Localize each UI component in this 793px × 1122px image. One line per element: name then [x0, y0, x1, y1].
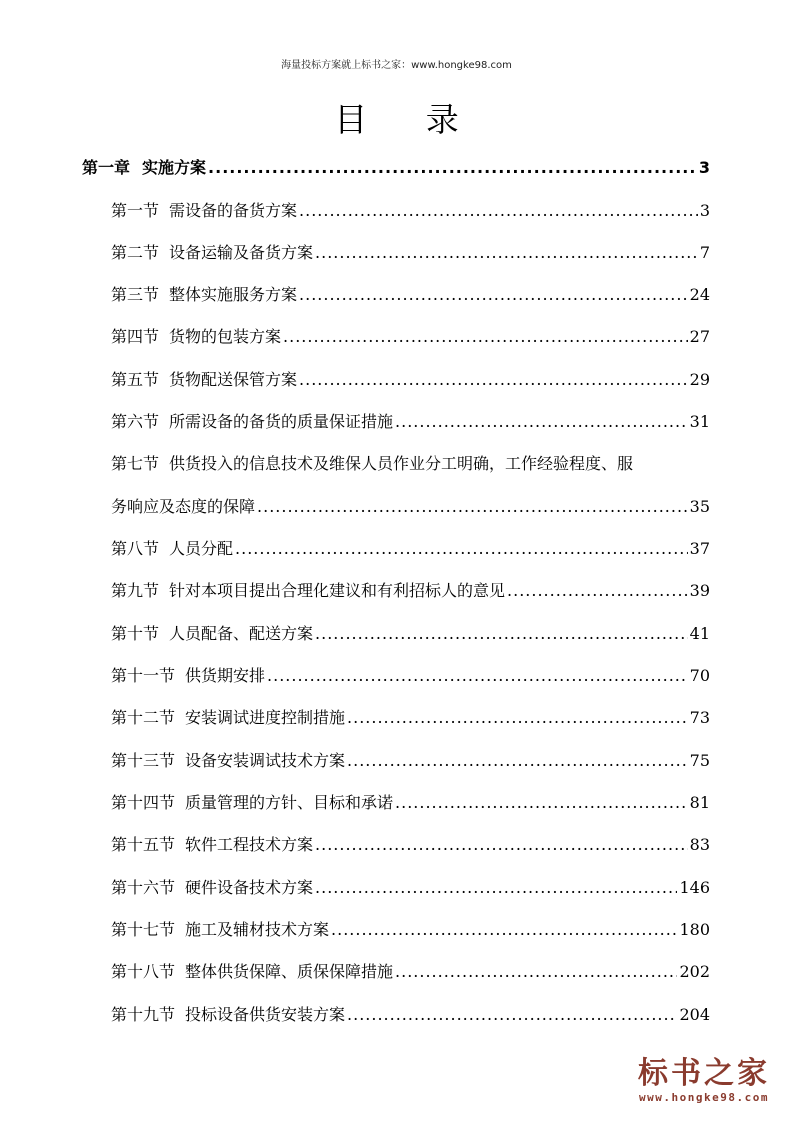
toc-page-number: 3 — [699, 201, 710, 220]
toc-section-17[interactable] — [111, 919, 710, 941]
section-title: 质量管理的方针、目标和承诺 — [185, 793, 394, 812]
toc-section-19[interactable] — [111, 1004, 710, 1026]
toc-page-number: 83 — [689, 835, 710, 854]
toc-page-number: 24 — [689, 285, 710, 304]
section-title: 货物的包装方案 — [169, 327, 282, 346]
toc-page-number: 75 — [689, 751, 710, 770]
dot-leader — [299, 200, 698, 222]
toc-section-8[interactable] — [111, 538, 710, 560]
dot-leader — [315, 242, 698, 264]
toc-page-number: 73 — [689, 708, 710, 727]
watermark-logo — [629, 1057, 779, 1104]
toc-section-1[interactable] — [111, 200, 710, 222]
toc-page-number: 31 — [689, 412, 710, 431]
section-title: 需设备的备货方案 — [169, 201, 298, 220]
toc-page-number: 7 — [699, 243, 710, 262]
toc-page-number: 3 — [698, 158, 710, 177]
section-title: 供货期安排 — [185, 666, 266, 685]
toc-page-number: 204 — [679, 1005, 710, 1024]
toc-page-number: 39 — [689, 581, 710, 600]
section-number: 第六节 — [111, 412, 160, 431]
dot-leader — [347, 1004, 677, 1026]
dot-leader — [208, 157, 697, 179]
section-number: 第十二节 — [111, 708, 176, 727]
section-title: 人员配备、配送方案 — [169, 624, 314, 643]
section-number: 第十七节 — [111, 920, 176, 939]
toc-page-number: 29 — [689, 370, 710, 389]
section-title: 软件工程技术方案 — [185, 835, 314, 854]
toc-section-10[interactable] — [111, 623, 710, 645]
section-number: 第十五节 — [111, 835, 176, 854]
section-number: 第十节 — [111, 624, 160, 643]
toc-page-number: 37 — [689, 539, 710, 558]
toc-section-7-line-2[interactable] — [111, 496, 710, 518]
section-title: 整体实施服务方案 — [169, 285, 298, 304]
toc-section-11[interactable] — [111, 665, 710, 687]
toc-entry-label — [82, 157, 206, 179]
toc-page-number: 202 — [679, 962, 710, 981]
section-title-continuation: 务响应及态度的保障 — [111, 497, 256, 516]
section-title: 施工及辅材技术方案 — [185, 920, 330, 939]
dot-leader — [315, 877, 677, 899]
section-title: 供货投入的信息技术及维保人员作业分工明确，工作经验程度、服 — [169, 454, 634, 473]
toc-page-number: 180 — [679, 920, 710, 939]
section-number: 第十六节 — [111, 878, 176, 897]
toc-section-5[interactable] — [111, 369, 710, 391]
toc-section-9[interactable] — [111, 580, 710, 602]
section-title: 投标设备供货安装方案 — [185, 1005, 346, 1024]
section-number: 第十三节 — [111, 751, 176, 770]
dot-leader — [331, 919, 677, 941]
dot-leader — [267, 665, 688, 687]
section-number: 第十九节 — [111, 1005, 176, 1024]
section-number: 第三节 — [111, 285, 160, 304]
section-number: 第四节 — [111, 327, 160, 346]
dot-leader — [299, 369, 688, 391]
section-number: 第九节 — [111, 581, 160, 600]
toc-section-7-line-1[interactable] — [111, 453, 633, 475]
section-title: 硬件设备技术方案 — [185, 878, 314, 897]
toc-page-number: 41 — [689, 624, 710, 643]
chapter-number: 第一章 — [82, 158, 131, 177]
section-title: 整体供货保障、质保保障措施 — [185, 962, 394, 981]
dot-leader — [299, 284, 688, 306]
toc-section-14[interactable] — [111, 792, 710, 814]
section-title: 设备运输及备货方案 — [169, 243, 314, 262]
toc-page-number: 70 — [689, 666, 710, 685]
section-number: 第十一节 — [111, 666, 176, 685]
section-number: 第十八节 — [111, 962, 176, 981]
dot-leader — [315, 623, 688, 645]
toc-page-number: 81 — [689, 793, 710, 812]
toc-section-15[interactable] — [111, 834, 710, 856]
toc-page-number: 35 — [689, 497, 710, 516]
section-title: 所需设备的备货的质量保证措施 — [169, 412, 394, 431]
toc-page-number: 146 — [679, 878, 710, 897]
section-number: 第一节 — [111, 201, 160, 220]
chapter-title: 实施方案 — [142, 158, 207, 177]
watermark-url: www.hongke98.com — [639, 1091, 769, 1104]
section-title: 人员分配 — [169, 539, 234, 558]
dot-leader — [395, 411, 688, 433]
toc-section-16[interactable] — [111, 877, 710, 899]
toc-section-3[interactable] — [111, 284, 710, 306]
toc-section-18[interactable] — [111, 961, 710, 983]
dot-leader — [395, 961, 677, 983]
dot-leader — [235, 538, 688, 560]
dot-leader — [283, 326, 688, 348]
section-title: 安装调试进度控制措施 — [185, 708, 346, 727]
toc-chapter-1[interactable] — [82, 157, 710, 179]
section-number: 第八节 — [111, 539, 160, 558]
page-title: 目 录 — [334, 100, 483, 139]
toc-page-number: 27 — [689, 327, 710, 346]
watermark-brand: 标书之家 — [638, 1056, 770, 1091]
toc-section-13[interactable] — [111, 750, 710, 772]
toc-section-6[interactable] — [111, 411, 710, 433]
header-note: 海量投标方案就上标书之家：www.hongke98.com — [281, 60, 512, 71]
section-title: 针对本项目提出合理化建议和有利招标人的意见 — [169, 581, 506, 600]
toc-section-12[interactable] — [111, 707, 710, 729]
dot-leader — [315, 834, 688, 856]
dot-leader — [257, 496, 688, 518]
section-title: 设备安装调试技术方案 — [185, 751, 346, 770]
section-number: 第七节 — [111, 454, 160, 473]
dot-leader — [395, 792, 688, 814]
dot-leader — [347, 750, 688, 772]
section-number: 第十四节 — [111, 793, 176, 812]
section-number: 第二节 — [111, 243, 160, 262]
section-number: 第五节 — [111, 370, 160, 389]
dot-leader — [347, 707, 688, 729]
toc-section-4[interactable] — [111, 326, 710, 348]
section-title: 货物配送保管方案 — [169, 370, 298, 389]
dot-leader — [507, 580, 688, 602]
toc-section-2[interactable] — [111, 242, 710, 264]
